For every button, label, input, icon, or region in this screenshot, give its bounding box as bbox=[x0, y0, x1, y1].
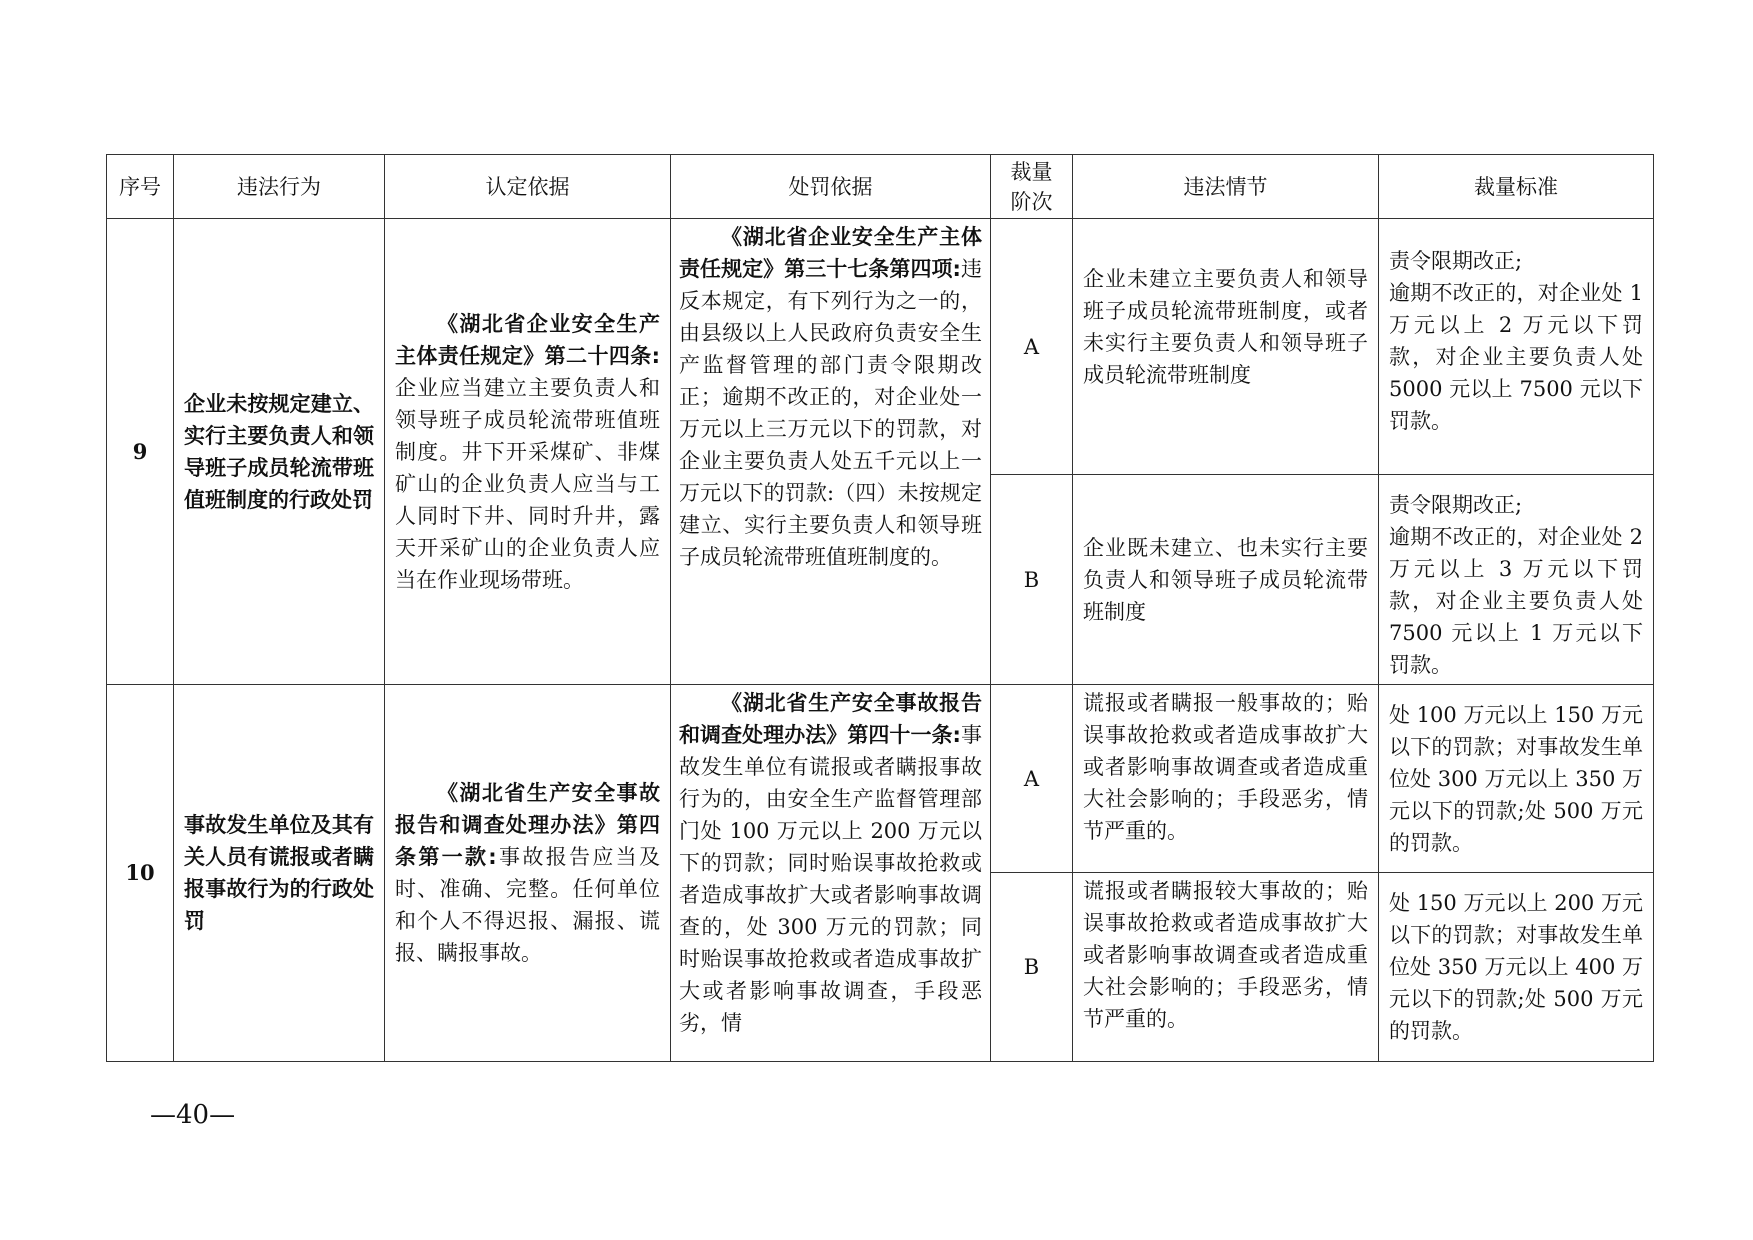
header-row bbox=[107, 155, 1654, 219]
standard-a bbox=[1379, 219, 1654, 475]
row-act: 事故发生单位及其有关人员有谎报或者瞒报事故行为的行政处罚 bbox=[174, 685, 385, 1062]
header-seq: 序号 bbox=[107, 155, 174, 219]
table-row bbox=[107, 219, 1654, 475]
standard-b bbox=[1379, 873, 1654, 1062]
table-row bbox=[107, 685, 1654, 873]
circumstance-a: 企业未建立主要负责人和领导班子成员轮流带班制度，或者未实行主要负责人和领导班子成员轮流带班制度 bbox=[1073, 219, 1379, 475]
standard-b bbox=[1379, 475, 1654, 685]
row-penalty bbox=[671, 685, 991, 1062]
basis-text: 企业应当建立主要负责人和领导班子成员轮流带班值班制度。井下开采煤矿、非煤矿山的企业负责人应当与工人同时下井、同时升井，露天开采矿山的企业负责人应当在作业现场带班。 bbox=[395, 375, 660, 592]
standard-b-line2: 逾期不改正的，对企业处 2 万元以上 3 万元以下罚款，对企业主要负责人处 7500 元以上 1 万元以下罚款。 bbox=[1389, 525, 1643, 677]
row-basis bbox=[385, 219, 671, 685]
standard-a bbox=[1379, 685, 1654, 873]
penalty-citation: 《湖北省企业安全生产主体责任规定》第三十七条第四项: bbox=[679, 225, 982, 281]
circumstance-b: 企业既未建立、也未实行主要负责人和领导班子成员轮流带班制度 bbox=[1073, 475, 1379, 685]
row-basis bbox=[385, 685, 671, 1062]
circumstance-b: 谎报或者瞒报较大事故的；贻误事故抢救或者造成事故扩大或者影响事故调查或者造成重大社会影响的；手段恶劣，情节严重的。 bbox=[1073, 873, 1379, 1062]
level-b: B bbox=[991, 475, 1073, 685]
standard-b-line1: 责令限期改正; bbox=[1389, 493, 1523, 517]
row-seq: 9 bbox=[107, 219, 174, 685]
standard-b-line1: 处 150 万元以上 200 万元以下的罚款；对事故发生单位处 350 万元以上 400 万元以下的罚款;处 500 万元的罚款。 bbox=[1389, 891, 1643, 1043]
page-number: —40— bbox=[150, 1100, 236, 1130]
basis-citation: 《湖北省生产安全事故报告和调查处理办法》第四条第一款: bbox=[395, 781, 660, 869]
header-basis: 认定依据 bbox=[385, 155, 671, 219]
row-act: 企业未按规定建立、实行主要负责人和领导班子成员轮流带班值班制度的行政处罚 bbox=[174, 219, 385, 685]
circumstance-a: 谎报或者瞒报一般事故的；贻误事故抢救或者造成事故扩大或者影响事故调查或者造成重大社会影响的；手段恶劣，情节严重的。 bbox=[1073, 685, 1379, 873]
penalty-text: 事故发生单位有谎报或者瞒报事故行为的，由安全生产监督管理部门处 100 万元以上 200 万元以下的罚款；同时贻误事故抢救或者造成事故扩大或者影响事故调查的，处 300 万元的罚款；同时贻误事故抢救或者造成事故扩大或者影响事故调查，手段恶劣，情 bbox=[679, 723, 982, 1035]
header-circumstance: 违法情节 bbox=[1073, 155, 1379, 219]
header-standard: 裁量标准 bbox=[1379, 155, 1654, 219]
header-level: 裁量阶次 bbox=[991, 155, 1073, 219]
level-a: A bbox=[991, 219, 1073, 475]
standard-a-line1: 责令限期改正; bbox=[1389, 249, 1523, 273]
header-penalty: 处罚依据 bbox=[671, 155, 991, 219]
basis-citation: 《湖北省企业安全生产主体责任规定》第二十四条: bbox=[395, 311, 660, 368]
penalty-discretion-table bbox=[106, 154, 1654, 1062]
basis-text: 事故报告应当及时、准确、完整。任何单位和个人不得迟报、漏报、谎报、瞒报事故。 bbox=[395, 845, 661, 965]
standard-a-line2: 逾期不改正的，对企业处 1 万元以上 2 万元以下罚款，对企业主要负责人处 5000 元以上 7500 元以下罚款。 bbox=[1389, 281, 1643, 433]
standard-a-line1: 处 100 万元以上 150 万元以下的罚款；对事故发生单位处 300 万元以上 350 万元以下的罚款;处 500 万元的罚款。 bbox=[1389, 703, 1643, 855]
row-seq: 10 bbox=[107, 685, 174, 1062]
header-act: 违法行为 bbox=[174, 155, 385, 219]
row-penalty bbox=[671, 219, 991, 685]
penalty-citation: 《湖北省生产安全事故报告和调查处理办法》第四十一条: bbox=[679, 691, 982, 747]
level-b: B bbox=[991, 873, 1073, 1062]
level-a: A bbox=[991, 685, 1073, 873]
penalty-text: 违反本规定，有下列行为之一的，由县级以上人民政府负责安全生产监督管理的部门责令限期改正；逾期不改正的，对企业处一万元以上三万元以下的罚款，对企业主要负责人处五千元以上一万元以下的罚款:（四）未按规定建立、实行主要负责人和领导班子成员轮流带班值班制度的。 bbox=[679, 257, 982, 569]
